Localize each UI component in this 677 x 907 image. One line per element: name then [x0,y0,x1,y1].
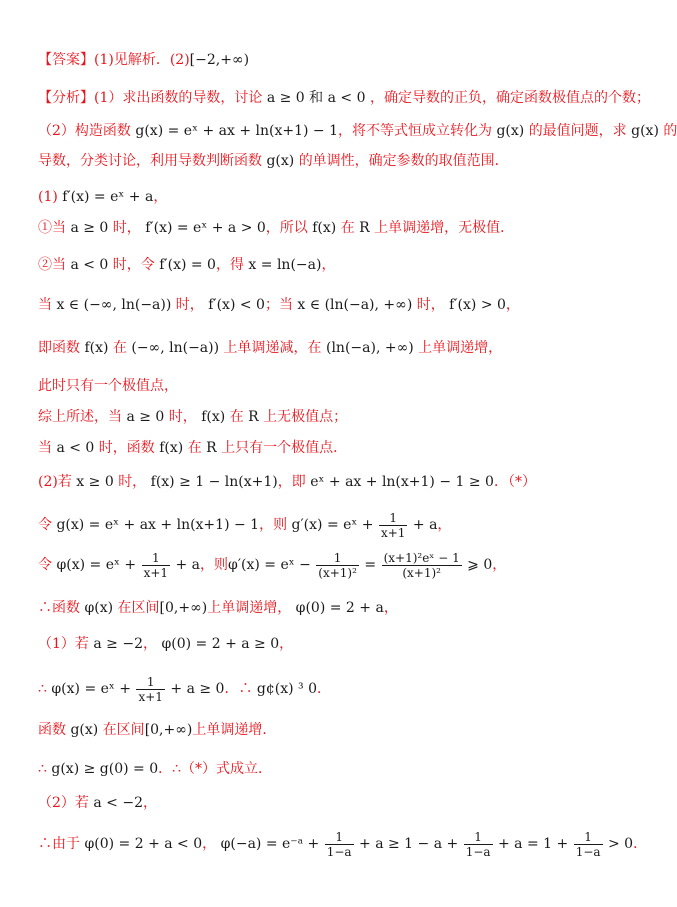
text-span: （1）若 [38,636,89,652]
math-span: > 0 [603,836,634,852]
math-span: f(x) [154,440,188,456]
math-span: + a [171,557,201,573]
math-span: g(x) = eˣ + ax + ln(x+1) − 1 [130,123,338,139]
text-span: 在 [187,440,202,456]
answer-text: (1)见解析．(2) [94,52,190,68]
math-span: g′(x) = eˣ + [287,517,378,533]
text-span: (2)若 [38,474,72,490]
fraction-numerator: 1 [325,830,354,845]
math-span: g(x) [626,123,664,139]
text-span: 令 [38,517,52,533]
summary-line-1 [38,407,620,427]
math-span: g(x) = eˣ + ax + ln(x+1) − 1 [52,517,260,533]
answer-tag: 【答案】 [38,52,94,68]
math-span: f′(x) = eˣ + a [57,189,154,205]
math-span: a < 0 [52,440,99,456]
text-span: ∴函数 [38,600,80,616]
text-span: ， [202,836,217,852]
fraction [574,830,603,859]
text-span: ∴由于 [38,836,80,852]
text-span: (1) [38,189,58,205]
summary-line-2 [38,438,620,458]
fraction-numerator: 1 [574,830,603,845]
text-span: ，确定导数的正负，确定函数极值点的个数； [369,90,650,106]
math-span: f(x) [196,409,230,425]
text-span: ，则 [200,557,229,573]
math-span: a ≥ 0 和 a < 0 [262,90,370,106]
math-span: a ≥ 0 [66,220,113,236]
math-span: f(x) ≥ 1 − ln(x+1) [146,474,278,490]
math-span: R [243,409,264,425]
text-span: 函数 [38,722,66,738]
text-span: 上无极值点； [263,409,348,425]
math-span: [0,+∞) [159,600,208,616]
text-span: 的最值问题，求 [528,123,627,139]
case1-line [38,218,620,238]
math-span: g(x) [492,123,529,139]
interval-sign-line [38,295,620,315]
text-span: 上只有一个极值点． [221,440,348,456]
text-span: （2）构造函数 [38,123,131,139]
answer-line [38,50,620,70]
text-span: 上单调递增， [418,340,503,356]
one-extremum-line [38,376,620,396]
text-span: 在 [112,340,127,356]
text-span: ， [143,636,157,652]
math-span: + a ≥ 1 − a + [354,836,463,852]
fraction-numerator: 1 [136,675,164,690]
text-span: 上单调递增，无极值． [374,220,515,236]
text-span: ， [437,517,452,533]
math-span: a ≥ 0 [122,409,169,425]
text-span: 在 [340,220,355,236]
phi-neg-a-line [38,827,648,861]
analysis-tag: 【分析】 [38,90,94,106]
text-span: 时，令 [112,257,155,273]
fraction [464,830,493,859]
text-span: ①当 [38,220,66,236]
math-span: + a = 1 + [493,836,573,852]
text-span: 在 [229,409,244,425]
fraction [325,830,354,859]
text-span: 上单调递减，在 [223,340,322,356]
math-span: f′(x) = eˣ + a > 0 [140,220,266,236]
text-span: ，则 [259,517,288,533]
math-span: f′(x) > 0 [444,297,506,313]
text-span: ，所以 [265,220,308,236]
math-span: eˣ + ax + ln(x+1) − 1 ≥ 0 [305,474,494,490]
math-span: f′(x) < 0 [203,297,265,313]
math-span: = [359,557,381,573]
text-span: （2）若 [38,795,89,811]
analysis-line-2 [38,121,677,141]
text-span: 时， [168,409,197,425]
text-span: ， [153,189,168,205]
subcase2-line [38,793,620,813]
math-span: R [201,440,222,456]
text-span: ．（*） [493,474,536,490]
fraction-denominator: (x+1)² [402,565,441,580]
text-span: 时，函数 [98,440,155,456]
case2-line [38,255,620,275]
g-increasing-line [38,720,620,740]
fraction-denominator: 1−a [575,844,601,859]
text-span: ∴ [38,681,47,697]
text-span: (1）求出函数的导数，讨论 [94,90,263,106]
text-span: 时， [416,297,445,313]
text-span: ， [143,795,157,811]
math-span: f(x) [80,340,113,356]
text-span: ． [633,836,648,852]
text-span: ②当 [38,257,66,273]
math-span: f(x) [307,220,341,236]
fraction [316,551,359,580]
fraction-denominator: (x+1)² [318,565,357,580]
math-span: + a ≥ 0 [165,681,225,697]
text-span: ， [383,600,398,616]
math-span: f′(x) = 0 [154,257,216,273]
text-span: ，得 [215,257,244,273]
math-span: + a [408,517,438,533]
monotonic-line [38,338,620,358]
fraction-denominator: 1−a [326,844,352,859]
text-span: 当 [38,440,52,456]
phi-nonneg-line [38,672,620,706]
math-span: x ∈ (ln(−a), +∞) [292,297,417,313]
text-span: 导数，分类讨论，利用导数判断函数 [38,153,262,169]
conclusion-line [38,759,620,779]
text-span: ．∴ [224,681,253,697]
math-span: φ(x) [80,600,118,616]
fraction-denominator: x+1 [143,565,169,580]
text-span: 时， [112,220,141,236]
text-span: 时， [175,297,204,313]
math-span: R [354,220,375,236]
phi-derivative-line [38,548,620,582]
text-span: 上单调递增， [207,600,292,616]
fraction [382,551,462,580]
text-span: 即函数 [38,340,80,356]
text-span: ；当 [264,297,293,313]
math-span: g(x) ≥ g(0) = 0 [46,761,159,777]
text-span: ，即 [277,474,306,490]
text-span: 的单调性，确定参数的取值范围． [298,153,509,169]
text-span: 上单调递增． [192,722,277,738]
solution-part1-line [38,187,620,207]
part2-condition-line [38,472,620,492]
math-span: [0,+∞) [144,722,193,738]
text-span: 当 [38,297,52,313]
text-span: ． [317,681,332,697]
text-span: 在区间 [117,600,160,616]
phi-increasing-line [38,598,620,618]
text-span: ．∴（*）式成立． [158,761,273,777]
math-span: g(x) [66,722,103,738]
text-span: ， [492,557,507,573]
math-span: g¢(x) ³ 0 [252,681,318,697]
fraction-numerator: 1 [379,511,407,526]
text-span: ， [321,257,336,273]
fraction [136,675,164,704]
math-span: a < 0 [66,257,113,273]
fraction [142,551,170,580]
text-span: ，将不等式恒成立转化为 [338,123,492,139]
fraction-numerator: (x+1)²eˣ − 1 [383,550,460,565]
text-span: ， [279,636,294,652]
math-span: x = ln(−a) [243,257,322,273]
fraction-numerator: 1 [142,551,170,566]
math-span: φ(0) = 2 + a ≥ 0 [157,636,280,652]
text-span: 在区间 [102,722,145,738]
math-span: x ∈ (−∞, ln(−a)) [52,297,176,313]
fraction-denominator: x+1 [138,689,163,704]
math-span: (ln(−a), +∞) [321,340,419,356]
g-derivative-line [38,508,620,542]
fraction-numerator: 1 [464,830,493,845]
text-span: 综上所述，当 [38,409,122,425]
math-span: a ≥ −2 [88,636,143,652]
analysis-line-3 [38,151,620,171]
math-span: φ(−a) = e⁻ᵃ + [216,836,324,852]
fraction-numerator: 1 [316,551,359,566]
math-span: g(x) [262,153,299,169]
math-span: φ(x) = eˣ + [52,557,141,573]
text-span: 此时只有一个极值点， [38,378,178,394]
math-span: φ′(x) = eˣ − [228,557,316,573]
math-span: x ≥ 0 [71,474,119,490]
fraction-denominator: x+1 [380,525,406,540]
text-span: 令 [38,557,52,573]
math-span: ⩾ 0 [462,557,493,573]
text-span: ∴ [38,761,47,777]
fraction [379,511,407,540]
math-span: φ(0) = 2 + a < 0 [80,836,203,852]
math-span: a < −2 [88,795,143,811]
text-span: 的 [663,123,677,139]
answer-interval: [−2,+∞) [189,52,250,68]
math-span: (−∞, ln(−a)) [126,340,224,356]
analysis-line-1 [38,88,650,108]
text-span: 时， [118,474,147,490]
math-span: φ(0) = 2 + a [291,600,384,616]
text-span: ， [505,297,520,313]
math-span: φ(x) = eˣ + [46,681,136,697]
subcase1-line [38,634,620,654]
fraction-denominator: 1−a [465,844,491,859]
